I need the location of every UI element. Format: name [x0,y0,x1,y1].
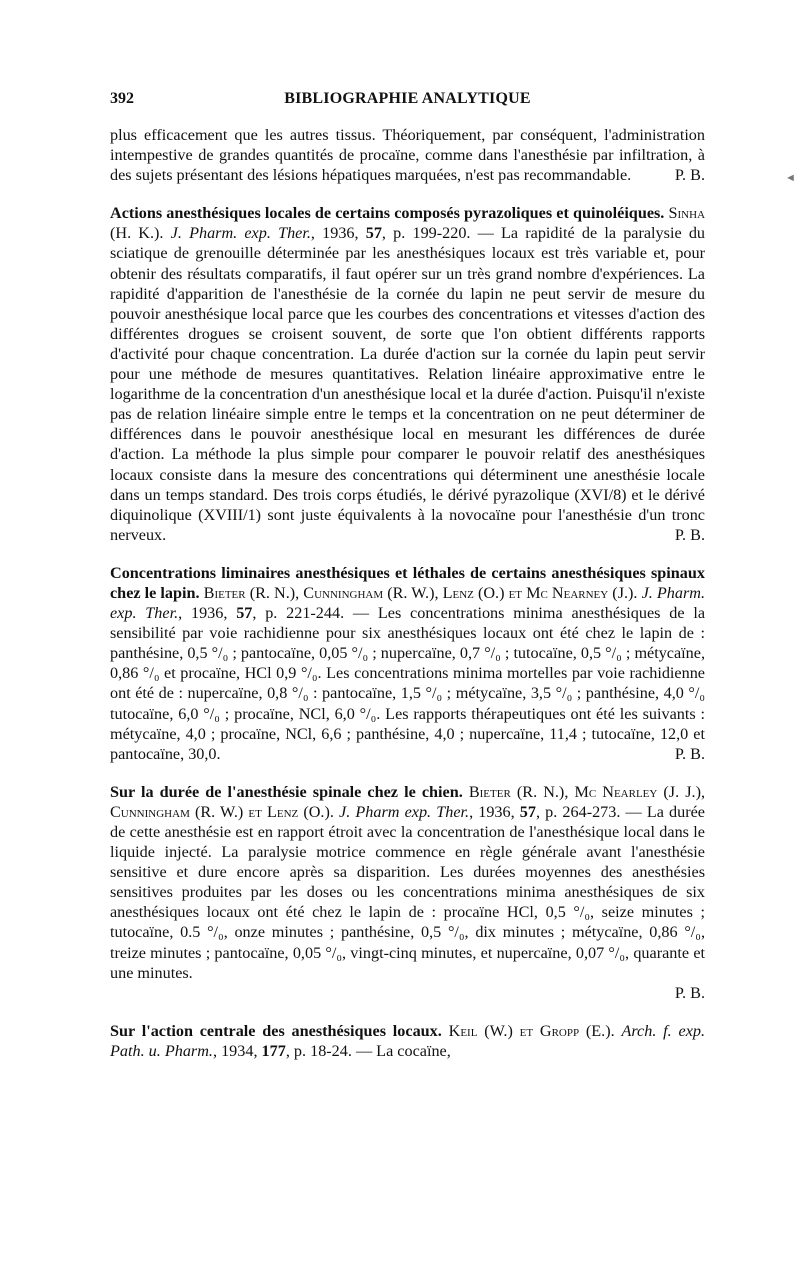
abstract-entry [110,1021,705,1061]
entry-text: , p. 221-244. — Les concentrations minima anesthésiques de la sensibilité par voie rachidienne pour six anesthésiques locaux ont été chez le lapin de : panthésine, 0,5 °/₀ ; pantocaïne, 0,05 °/₀ ; nupercaïne, 0,7 °/₀ ; tutocaïne, 0,5 °/₀ ; métycaïne, 0,86 °/₀ et procaïne, HCl 0,9 °/₀. Les concentrations minima mortelles par voie rachidienne ont été de : nupercaïne, 0,8 °/₀ : pantocaïne, 1,5 °/₀ ; métycaïne, 3,5 °/₀ ; panthésine, 4,0 °/₀ tutocaïne, 6,0 °/₀ ; procaïne, NCl, 6,0 °/₀. Les rapports thérapeutiques ont été les suivants : métycaïne, 4,0 ; procaïne, NCl, 6,6 ; panthésine, 4,0 ; nupercaïne, 11,4 ; tutocaïne, 12,0 et pantocaïne, 30,0. [110,604,706,763]
page-number: 392 [110,90,134,107]
entry-title: Sur la durée de l'anesthésie spinale chez le chien. [110,782,463,801]
signature: P. B. [674,983,705,1002]
entry-title: Sur l'action centrale des anesthésiques locaux. [110,1021,442,1040]
margin-arrow-icon: ◄ [785,172,796,184]
entry-year: , 1936, [310,224,366,243]
running-title: BIBLIOGRAPHIE ANALYTIQUE [284,90,531,107]
entry-authors: Bieter (R. N.), Cunningham (R. W.), Lenz (O.) et Mc Nearney (J.). [203,583,638,602]
entry-journal: J. Pharm. exp. Ther. [110,583,706,623]
abstract-entry [110,782,705,983]
entry-year: , 1936, [178,604,237,623]
entry-journal: Arch. f. exp. Path. u. Pharm. [110,1021,706,1060]
entry-text: , p. 199-220. — La rapidité de la paralysie du sciatique de grenouille déterminée par les anesthésiques locaux est très variable et, pour obtenir des résultats comparatifs, il faut opérer sur un très grand nombre d'expériences. La rapidité d'apparition de l'anesthésie de la cornée du lapin ne peut servir de mesure du pouvoir anesthésique local parce que les courbes des concentrations et vitesses d'action des différentes drogues se croisent souvent, de sorte que l'on obtient différents rapports d'activité pour chaque concentration. La durée d'action sur la cornée du lapin peut servir pour une méthode de mesures quantitatives. Relation linéaire approximative entre le logarithme de la concentration d'un anesthésique local et la durée d'action. Puisqu'il n'existe pas de relation linéaire simple entre le temps et la concentration on ne peut déterminer de différences dans le pouvoir anesthésique local en mesurant les différences de durée d'action. La méthode la plus simple pour comparer le pouvoir relatif des anesthésiques locaux consiste dans la mesure des concentrations qui déterminent une anesthésie locale dans un temps standard. Des trois corps étudiés, le dérivé pyrazolique (XVI/8) et le dérivé diquinolique (XVIII/1) sont juste équivalents à la novocaïne pour l'anesthésie d'un tronc nerveux. [110,224,706,544]
entry-text: , p. 264-273. — La durée de cette anesthésie est en rapport étroit avec la concentration de l'anesthésique local dans le liquide injecté. La paralysie motrice commence en règle générale avant l'anesthésie sensitive et dure encore après sa disparition. Les durées moyennes des anesthésies sensitives produites par les doses ou les concentrations minima anesthésiques de six anesthésiques locaux ont été chez le lapin de : procaïne HCl, 0,5 °/₀, seize minutes ; tutocaïne, 0.5 °/₀, onze minutes ; panthésine, 0,5 °/₀, dix minutes ; métycaïne, 0,86 °/₀, treize minutes ; pantocaïne, 0,05 °/₀, vingt-cinq minutes, et nupercaïne, 0,07 °/₀, quarante et une minutes. [110,802,705,982]
page-body [110,125,705,1061]
entry-title: Actions anesthésiques locales de certains composés pyrazoliques et quinoléiques. [110,204,665,223]
entry-volume: 57 [519,802,536,821]
entry-year: , 1936, [469,802,520,821]
entry-journal: J. Pharm exp. Ther. [339,802,470,821]
abstract-entry [110,203,705,545]
signature: P. B. [674,744,705,763]
entry-authors: Bieter (R. N.), Mc Nearley (J. J.), Cunningham (R. W.) et Lenz (O.). [110,782,706,821]
page-header [110,90,705,112]
entry-authors: Sinha (H. K.). [110,204,706,243]
continuation-paragraph [110,125,705,185]
entry-text: , p. 18-24. — La cocaïne, [285,1041,451,1060]
signature: P. B. [674,166,705,185]
entry-volume: 57 [236,604,253,623]
signature: P. B. [674,525,705,544]
entry-volume: 177 [261,1041,286,1060]
entry-authors: Keil (W.) et Gropp (E.). [448,1021,615,1040]
entry-volume: 57 [365,224,382,243]
abstract-entry [110,563,705,764]
continuation-text: plus efficacement que les autres tissus. Théoriquement, par conséquent, l'administration intempestive de grandes quantités de procaïne, comme dans l'anesthésie par infiltration, à des sujets présentant des lésions hépatiques marquées, n'est pas recommandable. [110,126,705,185]
entry-journal: J. Pharm. exp. Ther. [170,224,311,243]
entry-title: Concentrations liminaires anesthésiques et léthales de certains anesthésiques spinaux chez le lapin. [110,563,705,602]
signature-line [110,983,705,1003]
entry-year: , 1934, [212,1041,262,1060]
